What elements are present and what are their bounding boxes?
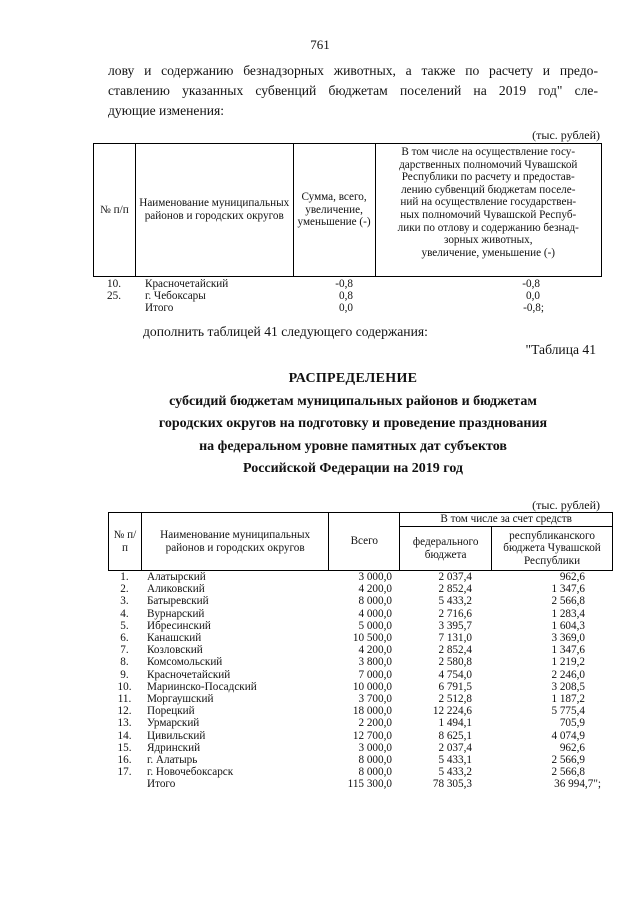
- row-name: Ибресинский: [147, 619, 211, 632]
- row-republic: 2 246,0: [551, 668, 585, 681]
- row-name: Красночетайский: [147, 668, 231, 681]
- row-federal: 6 791,5: [438, 680, 472, 693]
- row-name: Цивильский: [147, 729, 206, 742]
- row-total: 12 700,0: [352, 729, 392, 742]
- row-num: 16.: [117, 754, 132, 767]
- row-total: 4 200,0: [358, 644, 392, 657]
- table2-col-incl: В том числе за счет средств: [400, 513, 613, 527]
- table1-incl-line: дарственных полномочий Чувашской: [399, 158, 578, 171]
- row-num: 15.: [117, 741, 132, 754]
- row-name: Алатырский: [147, 571, 206, 583]
- table-label: "Таблица 41: [525, 342, 596, 357]
- row-name: Итого: [147, 778, 176, 791]
- table1-col-name: Наименование муниципальных районов и городских округов: [135, 144, 293, 277]
- table-row: [108, 717, 613, 729]
- table-row: [93, 302, 602, 314]
- row-republic: 36 994,7";: [554, 778, 601, 791]
- row-sum: 0,0: [339, 302, 353, 315]
- row-name: Порецкий: [147, 705, 195, 718]
- table2-col-num: № п/п: [109, 513, 142, 571]
- row-federal: 5 433,2: [438, 766, 472, 779]
- row-total: 18 000,0: [352, 705, 392, 718]
- row-sum: -0,8: [335, 278, 353, 290]
- row-num: 25.: [107, 290, 121, 303]
- row-incl: -0,8: [522, 278, 540, 290]
- row-num: 12.: [117, 705, 132, 718]
- title-line: РАСПРЕДЕЛЕНИЕ: [288, 371, 418, 386]
- row-num: 3.: [120, 595, 129, 608]
- row-incl: 0,0: [526, 290, 540, 303]
- row-num: 10.: [107, 278, 121, 290]
- row-name: Итого: [145, 302, 174, 315]
- row-total: 3 000,0: [358, 571, 392, 583]
- table-row: [108, 778, 613, 790]
- row-name: Вурнарский: [147, 607, 205, 620]
- table-row: [108, 571, 613, 583]
- table-row: [93, 278, 602, 290]
- row-federal: 7 131,0: [438, 632, 472, 645]
- title-line: Российской Федерации на 2019 год: [242, 461, 463, 477]
- row-total: 5 000,0: [358, 619, 392, 632]
- row-republic: 2 566,8: [551, 595, 585, 608]
- row-num: 6.: [120, 632, 129, 645]
- row-total: 7 000,0: [358, 668, 392, 681]
- row-name: Козловский: [147, 644, 203, 657]
- row-republic: 1 283,4: [551, 607, 585, 620]
- table2-col-republic: республиканского бюджета Чувашской Республики: [492, 527, 613, 571]
- row-num: 5.: [120, 619, 129, 632]
- row-name: Урмарский: [147, 717, 200, 730]
- row-num: 4.: [120, 607, 129, 620]
- table-row: [108, 644, 613, 656]
- row-republic: 962,6: [559, 571, 585, 583]
- row-federal: 5 433,2: [438, 595, 472, 608]
- row-federal: 2 716,6: [438, 607, 472, 620]
- table2-header: [108, 512, 613, 571]
- row-republic: 3 208,5: [551, 680, 585, 693]
- row-republic: 4 074,9: [551, 729, 585, 742]
- row-republic: 1 219,2: [551, 656, 585, 669]
- table2-col-name: Наименование муниципальных районов и городских округов: [141, 513, 329, 571]
- row-name: г. Алатырь: [147, 754, 198, 767]
- row-total: 8 000,0: [358, 754, 392, 767]
- row-republic: 2 566,8: [551, 766, 585, 779]
- row-federal: 2 580,8: [438, 656, 472, 669]
- table1-incl-line: зорных животных,: [443, 234, 533, 247]
- row-num: 9.: [120, 668, 129, 681]
- table2-unit: (тыс. рублей): [532, 498, 600, 512]
- row-republic: 705,9: [559, 717, 585, 730]
- row-republic: 962,6: [559, 741, 585, 754]
- table-row: [108, 693, 613, 705]
- row-name: Красночетайский: [145, 278, 229, 290]
- table-row: [108, 681, 613, 693]
- row-num: 7.: [120, 644, 129, 657]
- row-total: 8 000,0: [358, 766, 392, 779]
- row-incl: -0,8;: [523, 302, 544, 315]
- row-total: 4 200,0: [358, 583, 392, 596]
- table1-incl-line: В том числе на осуществление госу-: [401, 146, 576, 158]
- row-republic: 1 347,6: [551, 583, 585, 596]
- row-num: 1.: [120, 571, 129, 583]
- row-total: 2 200,0: [358, 717, 392, 730]
- row-num: [93, 302, 135, 314]
- row-total: 8 000,0: [358, 595, 392, 608]
- intro-paragraph: [108, 61, 598, 121]
- table1-incl-line: увеличение, уменьшение (-): [421, 246, 556, 259]
- title-line: на федеральном уровне памятных дат субъектов: [199, 438, 507, 454]
- row-num: 8.: [120, 656, 129, 669]
- row-total: 3 700,0: [358, 693, 392, 706]
- row-name: г. Новочебоксарск: [147, 766, 234, 779]
- row-republic: 3 369,0: [551, 632, 585, 645]
- row-num: 13.: [117, 717, 132, 730]
- table1-incl-line: Республики по расчету и предостав-: [401, 171, 575, 184]
- intro-line: лову и содержанию безнадзорных животных, а также по расчету и предо-: [108, 63, 598, 78]
- row-num: [108, 778, 141, 790]
- row-federal: 2 037,4: [438, 741, 472, 754]
- row-republic: 1 604,3: [551, 619, 585, 632]
- table1-incl-line: ний на осуществление государствен-: [400, 196, 577, 209]
- table1-incl-line: лению субвенций бюджетам поселе-: [401, 183, 576, 196]
- table-row: [108, 669, 613, 681]
- row-total: 3 800,0: [358, 656, 392, 669]
- row-federal: 4 754,0: [438, 668, 472, 681]
- row-name: Батыревский: [147, 595, 209, 608]
- row-federal: 2 037,4: [438, 571, 472, 583]
- table1-unit: (тыс. рублей): [532, 128, 600, 142]
- page-number: 761: [310, 37, 330, 52]
- intro-line: ставлению указанных субвенций бюджетам поселений на 2019 год" сле-: [108, 83, 598, 98]
- table1-incl-line: ных полномочий Чувашской Респуб-: [400, 208, 577, 221]
- table1-col-incl: [375, 144, 601, 277]
- row-federal: 2 512,8: [438, 693, 472, 706]
- title-line: субсидий бюджетам муниципальных районов и бюджетам: [169, 393, 537, 409]
- row-federal: 1 494,1: [438, 717, 472, 730]
- row-name: Мариинско-Посадский: [147, 680, 257, 693]
- table-row: [108, 583, 613, 595]
- row-name: Канашский: [147, 632, 202, 645]
- table1-col-sum: Сумма, всего, увеличение, уменьшение (-): [293, 144, 375, 277]
- table-row: [108, 656, 613, 668]
- table1-body: [93, 278, 602, 315]
- row-name: Моргаушский: [147, 693, 214, 706]
- row-federal: 2 852,4: [438, 644, 472, 657]
- row-name: Аликовский: [147, 583, 205, 596]
- row-republic: 5 775,4: [551, 705, 585, 718]
- row-federal: 3 395,7: [438, 619, 472, 632]
- row-total: 10 500,0: [352, 632, 392, 645]
- row-federal: 8 625,1: [438, 729, 472, 742]
- row-republic: 1 187,2: [551, 693, 585, 706]
- row-total: 115 300,0: [347, 778, 392, 791]
- row-total: 3 000,0: [358, 741, 392, 754]
- table-row: [108, 742, 613, 754]
- row-num: 2.: [120, 583, 129, 596]
- row-total: 4 000,0: [358, 607, 392, 620]
- row-num: 14.: [117, 729, 132, 742]
- row-num: 17.: [117, 766, 132, 779]
- intro-line: дующие изменения:: [108, 103, 225, 118]
- table-row: [108, 766, 613, 778]
- table-row: [108, 632, 613, 644]
- row-num: 11.: [117, 693, 132, 706]
- table-row: [108, 705, 613, 717]
- table-row: [108, 754, 613, 766]
- row-federal: 12 224,6: [432, 705, 472, 718]
- supplement-text: дополнить таблицей 41 следующего содержания:: [143, 324, 428, 339]
- row-republic: 1 347,6: [551, 644, 585, 657]
- row-sum: 0,8: [339, 290, 353, 303]
- table-row: [108, 608, 613, 620]
- table2-col-total: Всего: [329, 513, 400, 571]
- row-republic: 2 566,9: [551, 754, 585, 767]
- row-name: г. Чебоксары: [145, 290, 206, 303]
- title-line: городских округов на подготовку и проведение празднования: [158, 416, 548, 432]
- page-title: [108, 368, 598, 481]
- table-row: [93, 290, 602, 302]
- table1-col-num: № п/п: [94, 144, 136, 277]
- table-row: [108, 620, 613, 632]
- row-num: 10.: [117, 680, 132, 693]
- row-name: Комсомольский: [147, 656, 223, 669]
- row-name: Ядринский: [147, 741, 201, 754]
- table2-col-federal: федерального бюджета: [400, 527, 492, 571]
- row-federal: 78 305,3: [432, 778, 472, 791]
- row-federal: 5 433,1: [438, 754, 472, 767]
- table1-header: [93, 143, 602, 277]
- table1-incl-line: лики по отлову и содержанию безнад-: [397, 221, 579, 234]
- row-total: 10 000,0: [352, 680, 392, 693]
- table-row: [108, 595, 613, 607]
- table2-body: [108, 571, 613, 791]
- table-row: [108, 730, 613, 742]
- row-federal: 2 852,4: [438, 583, 472, 596]
